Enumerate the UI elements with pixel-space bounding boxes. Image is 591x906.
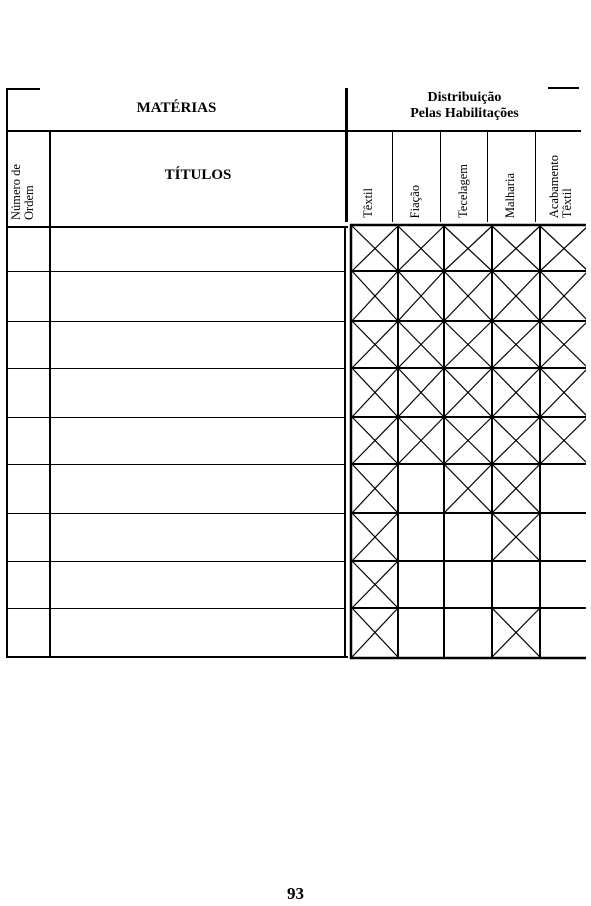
row-divider — [6, 417, 346, 418]
habilitacao-column-divider — [535, 131, 536, 222]
row-divider — [6, 321, 346, 322]
numero-de-ordem-label — [10, 140, 36, 220]
materias-heading: MATÉRIAS — [136, 100, 217, 116]
habilitacao-label-text: Acabamento — [546, 154, 561, 218]
titulo-cell — [54, 271, 346, 321]
titulo-cell — [54, 226, 346, 271]
top-left-rule — [6, 88, 40, 90]
page-number: 93 — [287, 884, 304, 903]
titulo-cell — [54, 417, 346, 464]
titulo-cell — [54, 321, 346, 368]
habilitacao-label-text: Tecelagem — [455, 164, 470, 218]
row-divider — [6, 368, 346, 369]
numero-cell — [8, 561, 49, 608]
titulo-cell — [54, 513, 346, 561]
habilitacao-label-text: Malharia — [503, 172, 517, 218]
titulo-cell — [54, 368, 346, 417]
materias-rows — [6, 222, 348, 658]
numero-cell — [8, 226, 49, 271]
numero-cell — [8, 368, 49, 417]
numero-cell — [8, 417, 49, 464]
table-row — [6, 321, 346, 368]
habilitacao-label — [362, 188, 375, 218]
top-right-rule — [548, 87, 579, 89]
habilitacao-label — [548, 155, 574, 218]
row-divider — [6, 513, 346, 514]
numero-cell — [8, 321, 49, 368]
row-divider — [6, 608, 346, 609]
numero-de-ordem-line2: Ordem — [22, 185, 37, 220]
table-row — [6, 608, 346, 657]
table-row — [6, 271, 346, 321]
numero-cell — [8, 608, 49, 657]
numero-cell — [8, 271, 49, 321]
row-divider — [6, 271, 346, 272]
table-row — [6, 513, 346, 561]
habilitacao-label — [457, 164, 470, 218]
habilitacao-label-text: Têxtil — [559, 188, 574, 218]
titulo-cell — [54, 561, 346, 608]
numero-de-ordem-line1: Número de — [9, 164, 23, 220]
table-row — [6, 417, 346, 464]
numero-cell — [8, 464, 49, 513]
titulo-cell — [54, 464, 346, 513]
habilitacao-column-divider — [440, 131, 441, 222]
habilitacao-label-text: Fiação — [408, 184, 422, 218]
distribuicao-line2: Pelas Habilitações — [410, 106, 519, 122]
row-divider — [6, 464, 346, 465]
habilitacoes-header — [346, 131, 586, 222]
habilitacao-column-divider — [392, 131, 393, 222]
table-row — [6, 368, 346, 417]
numero-cell — [8, 513, 49, 561]
habilitacao-column-divider — [487, 131, 488, 222]
habilitacao-label — [409, 185, 422, 218]
titulos-heading: TÍTULOS — [164, 167, 232, 183]
distribution-grid — [346, 222, 586, 660]
titulo-cell — [54, 608, 346, 657]
distribuicao-heading — [348, 90, 581, 122]
habilitacao-label — [504, 173, 517, 218]
table-row — [6, 226, 346, 271]
table-row — [6, 561, 346, 608]
table-row — [6, 464, 346, 513]
row-divider — [6, 561, 346, 562]
distribuicao-line1: Distribuição — [427, 90, 502, 105]
habilitacao-label-text: Têxtil — [361, 188, 375, 218]
